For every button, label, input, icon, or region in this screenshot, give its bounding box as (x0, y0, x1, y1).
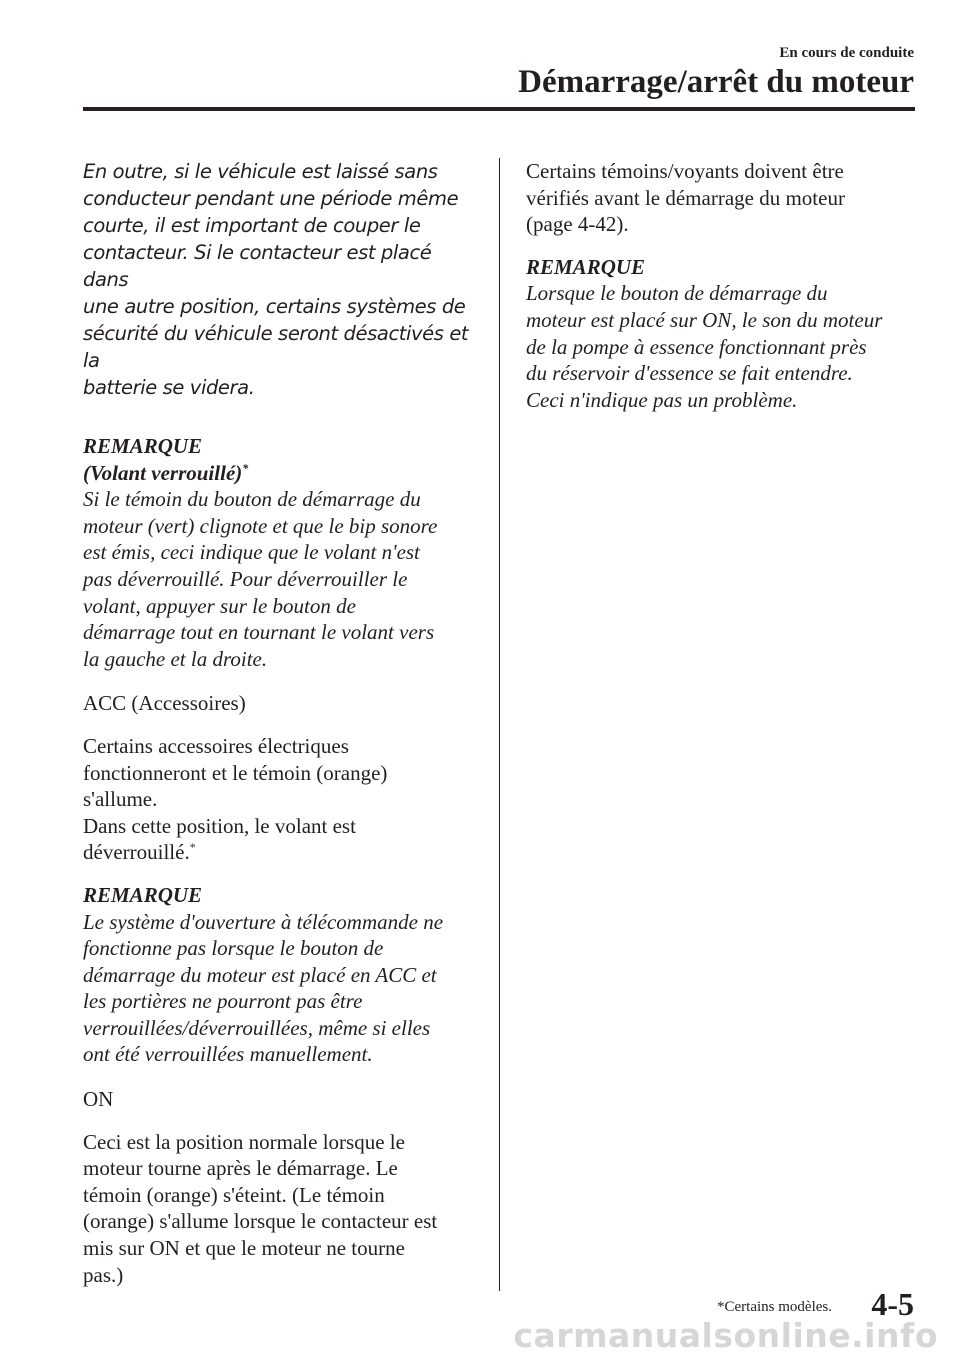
page-number: 4-5 (871, 1286, 914, 1322)
check-lights-paragraph: Certains témoins/voyants doivent être vérifiés avant le démarrage du moteur (page 4-42). (526, 159, 845, 237)
section-title: En cours de conduite (779, 45, 914, 61)
asterisk-marker: * (242, 460, 249, 475)
note-body: Lorsque le bouton de démarrage du moteur est placé sur ON, le son du moteur de la pompe à essence fonctionnant près du réservoir d'essence se fait entendre. Ceci n'indique pas un problème. (526, 281, 883, 412)
watermark: carmanualsonline.info (513, 1316, 938, 1355)
note-subtitle-text: (Volant verrouillé) (83, 460, 243, 485)
note-volant-verrouille (83, 433, 478, 672)
note-on-pump (526, 254, 921, 414)
on-paragraph: Ceci est la position normale lorsque le moteur tourne après le démarrage. Le témoin (orange) s'éteint. (Le témoin (orange) s'allume lorsque le contacteur est mis sur ON et que le moteur ne tourne pas.) (83, 1129, 438, 1287)
warning-text: En outre, si le véhicule est laissé sans conducteur pendant une période même courte, il est important de couper le contacteur. Si le contacteur est placé dans une autre position, certains systèmes de sécurité du véhicule seront désactivés et la batterie se videra. (83, 160, 469, 399)
note-label: REMARQUE (526, 254, 646, 279)
footnote: *Certains modèles. (717, 1299, 832, 1315)
left-column (83, 158, 478, 1304)
on-heading: ON (83, 1087, 114, 1112)
chapter-title: Démarrage/arrêt du moteur (518, 64, 914, 100)
header-rule (83, 107, 915, 111)
acc-text: Certains accessoires électriques fonctionneront et le témoin (orange) s'allume. Dans cette position, le volant est déverrouillé. (83, 733, 388, 865)
note-label: REMARQUE (83, 882, 203, 907)
note-acc (83, 882, 478, 1068)
note-subtitle (83, 460, 478, 487)
note-body: Le système d'ouverture à télécommande ne fonctionne pas lorsque le bouton de démarrage du moteur est placé en ACC et les portières ne pourront pas être verrouillées/déverrouillées, même si elles ont été verrouillées manuellement. (83, 909, 444, 1067)
column-divider (499, 158, 500, 1291)
right-column (526, 158, 921, 431)
note-body: Si le témoin du bouton de démarrage du moteur (vert) clignote et que le bip sonore est émis, ceci indique que le volant n'est pas déverrouillé. Pour déverrouiller le volant, appuyer sur le bouton de démarrage tout en tournant le volant vers la gauche et la droite. (83, 487, 438, 671)
asterisk-marker: * (189, 840, 196, 855)
acc-paragraph (83, 733, 478, 866)
acc-heading: ACC (Accessoires) (83, 691, 246, 716)
note-label: REMARQUE (83, 434, 203, 458)
